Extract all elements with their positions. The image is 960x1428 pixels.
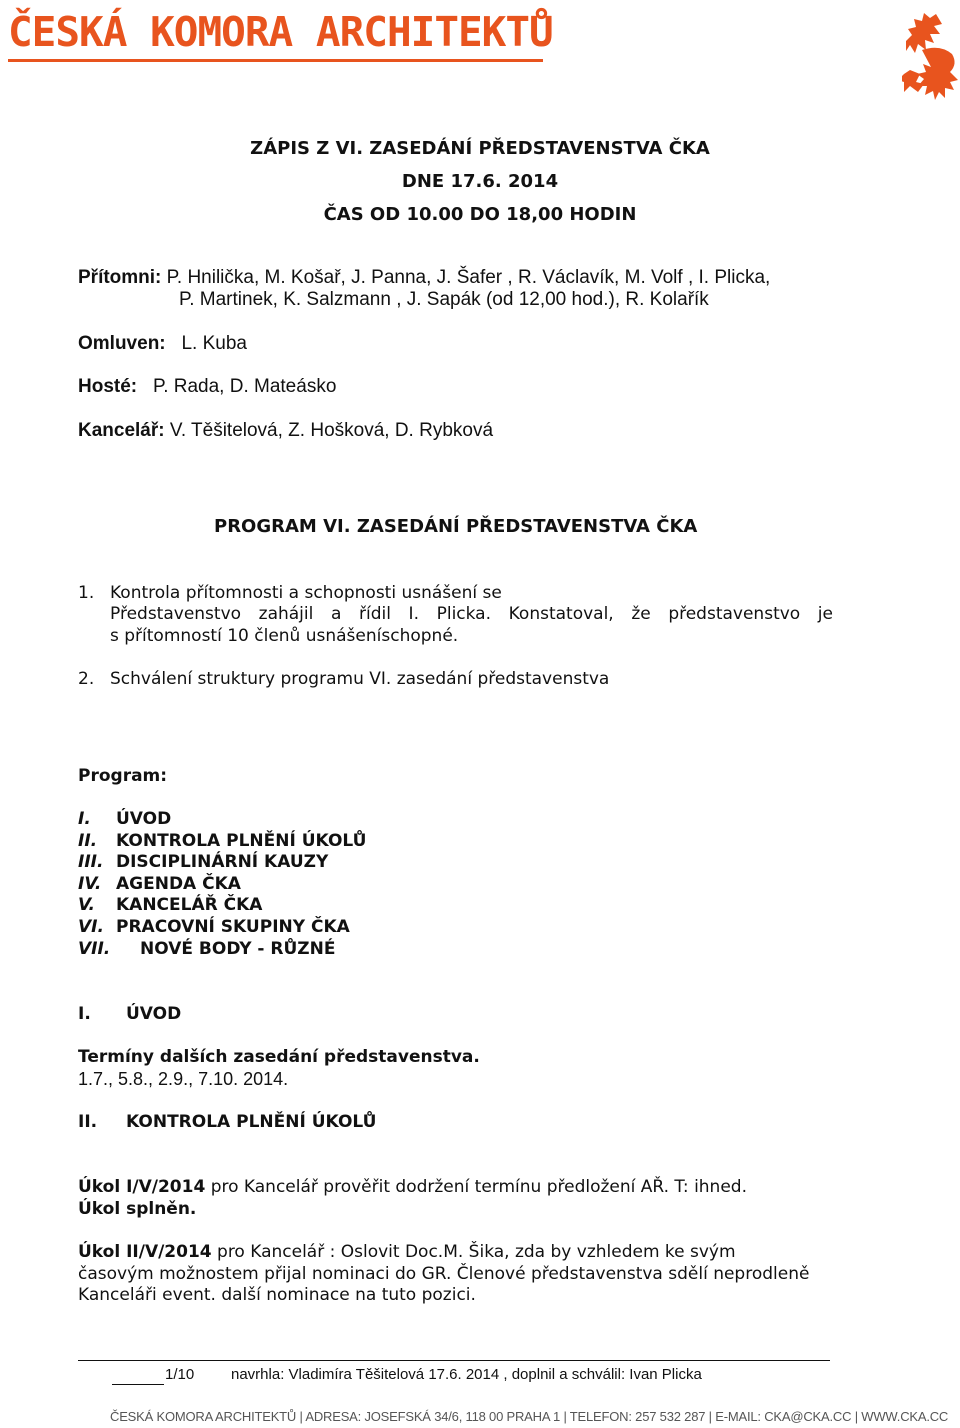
guests-label: Hosté: bbox=[78, 376, 138, 397]
section-1-title: ÚVOD bbox=[126, 1004, 182, 1024]
program-list bbox=[78, 809, 366, 960]
point-2-title: Schválení struktury programu VI. zasedání představenstva bbox=[110, 669, 610, 689]
office-line bbox=[78, 420, 493, 442]
meeting-date: DNE 17.6. 2014 bbox=[401, 171, 559, 192]
page-number: 1/10 bbox=[165, 1366, 195, 1383]
present-names-2: P. Martinek, K. Salzmann , J. Sapák (od 12,00 hod.), R. Kolařík bbox=[179, 289, 709, 310]
excused-names: L. Kuba bbox=[181, 333, 247, 354]
list-item: V. KANCELÁŘ ČKA bbox=[78, 895, 263, 916]
page-number-underline bbox=[112, 1384, 164, 1385]
list-item: VI. PRACOVNÍ SKUPINY ČKA bbox=[78, 916, 350, 937]
task-2-text-1: pro Kancelář : Oslovit Doc.M. Šika, zda by vzhledem ke svým bbox=[211, 1242, 736, 1262]
office-names: V. Těšitelová, Z. Hošková, D. Rybková bbox=[169, 420, 494, 441]
guests-line bbox=[78, 376, 336, 398]
list-item: II. KONTROLA PLNĚNÍ ÚKOLŮ bbox=[78, 830, 367, 851]
task-2-text-2: časovým možnostem přijal nominaci do GR. Členové představenstva sdělí neprodleně bbox=[78, 1264, 810, 1284]
footer-credits: navrhla: Vladimíra Těšitelová 17.6. 2014 , doplnil a schválil: Ivan Plicka bbox=[231, 1366, 702, 1383]
section-1-number: I. bbox=[78, 1004, 91, 1024]
excused-label: Omluven: bbox=[78, 333, 166, 354]
footer-divider bbox=[78, 1360, 830, 1361]
task-1-line bbox=[78, 1177, 747, 1197]
program-label: Program: bbox=[78, 766, 168, 786]
minutes-title: ZÁPIS Z VI. ZASEDÁNÍ PŘEDSTAVENSTVA ČKA bbox=[250, 138, 710, 159]
task-1-status: Úkol splněn. bbox=[78, 1199, 197, 1219]
point-1-text-2: s přítomností 10 členů usnášeníschopné. bbox=[110, 626, 459, 646]
section-1-subheading: Termíny dalších zasedání představenstva. bbox=[78, 1047, 480, 1067]
section-2-number: II. bbox=[78, 1112, 98, 1132]
present-names-1: P. Hnilička, M. Košař, J. Panna, J. Šafer , R. Václavík, M. Volf , I. Plicka, bbox=[166, 267, 771, 288]
present-label: Přítomni: bbox=[78, 267, 162, 288]
lion-emblem-icon bbox=[902, 10, 960, 108]
task-1-id: Úkol I/V/2014 bbox=[78, 1177, 206, 1197]
point-2-number: 2. bbox=[78, 669, 95, 689]
point-1-text-1: Představenstvo zahájil a řídil I. Plicka. Konstatoval, že představenstvo je bbox=[110, 604, 833, 624]
list-item: III. DISCIPLINÁRNÍ KAUZY bbox=[78, 852, 329, 873]
present-line-1 bbox=[78, 267, 770, 289]
point-1-number: 1. bbox=[78, 583, 95, 603]
section-2-title: KONTROLA PLNĚNÍ ÚKOLŮ bbox=[126, 1112, 377, 1132]
meeting-time: ČAS OD 10.00 DO 18,00 HODIN bbox=[323, 204, 637, 225]
list-item: I. ÚVOD bbox=[78, 809, 172, 829]
task-2-line-1 bbox=[78, 1242, 736, 1262]
guests-names: P. Rada, D. Mateásko bbox=[152, 376, 337, 397]
list-item: IV. AGENDA ČKA bbox=[78, 873, 241, 894]
task-2-id: Úkol II/V/2014 bbox=[78, 1242, 212, 1262]
program-heading: PROGRAM VI. ZASEDÁNÍ PŘEDSTAVENSTVA ČKA bbox=[214, 516, 698, 537]
task-2-text-3: Kanceláři event. další nominace na tuto pozici. bbox=[78, 1285, 476, 1305]
footer-address: ČESKÁ KOMORA ARCHITEKTŮ | ADRESA: JOSEFSKÁ 34/6, 118 00 PRAHA 1 | TELEFON: 257 532 287 | E-MAIL: CKA@CKA.CC | WWW.CKA.CC bbox=[110, 1409, 949, 1424]
excused-line bbox=[78, 333, 247, 355]
task-1-text: pro Kancelář prověřit dodržení termínu předložení AŘ. T: ihned. bbox=[205, 1177, 747, 1197]
organization-logo-text: ČESKÁ KOMORA ARCHITEKTŮ bbox=[8, 8, 553, 56]
section-1-dates: 1.7., 5.8., 2.9., 7.10. 2014. bbox=[78, 1069, 289, 1089]
list-item: VII. NOVÉ BODY - RŮZNÉ bbox=[78, 938, 336, 959]
point-1-title: Kontrola přítomnosti a schopnosti usnášení se bbox=[110, 583, 502, 603]
logo-underline bbox=[8, 59, 543, 62]
office-label: Kancelář: bbox=[78, 420, 165, 441]
